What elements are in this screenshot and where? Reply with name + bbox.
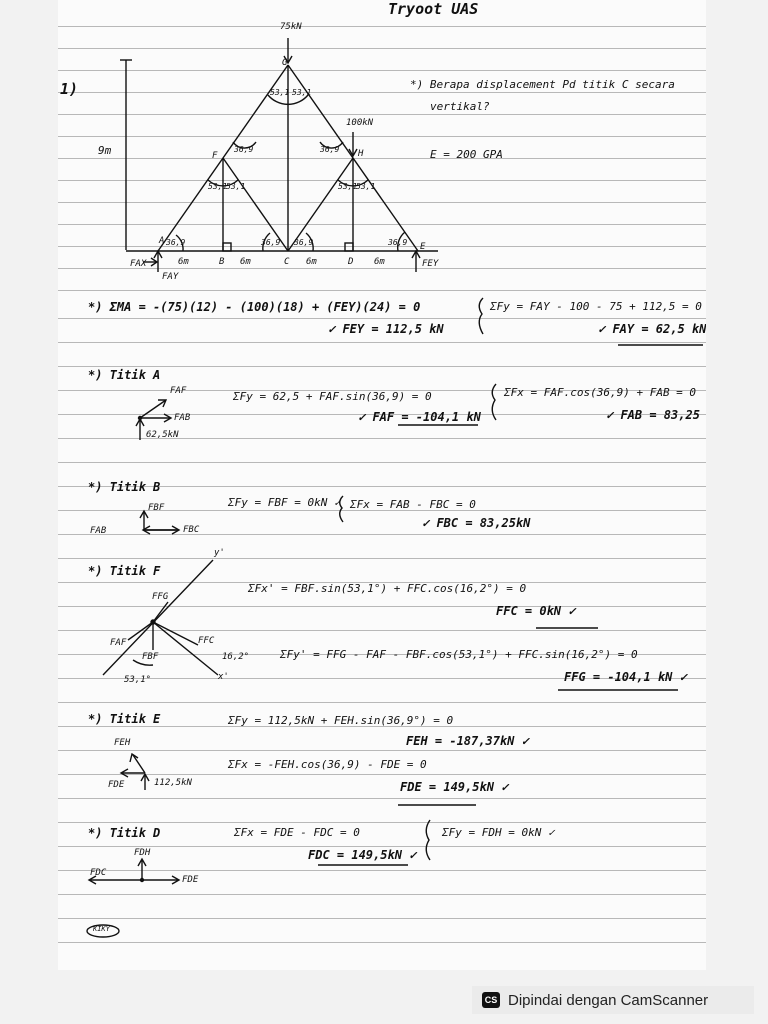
- span-ab-label: 6m: [178, 257, 189, 267]
- fbd-b-fab-label: FAB: [90, 526, 107, 536]
- brace-4: [426, 820, 430, 860]
- node-e-res2: FDE = 149,5kN ✓: [400, 780, 509, 794]
- node-d-res1: FDC = 149,5kN ✓: [308, 848, 417, 862]
- node-b-res2: ✓ FBC = 83,25kN: [422, 516, 531, 530]
- camscanner-text: Dipindai dengan CamScanner: [508, 991, 709, 1009]
- node-a-res2: ✓ FAB = 83,25: [606, 408, 700, 422]
- fbd-d-fdc-label: FDC: [90, 868, 107, 878]
- span-de-label: 6m: [374, 257, 385, 267]
- fbd-d-fdh-label: FDH: [134, 848, 151, 858]
- node-e-res1: FEH = -187,37kN ✓: [406, 734, 529, 748]
- fbd-f-faf: [128, 622, 153, 640]
- node-d-label: D: [348, 257, 354, 267]
- reaction-fay-label: FAY: [162, 272, 179, 282]
- load-g-label: 75kN: [280, 22, 302, 32]
- reaction-fey-label: FEY: [422, 259, 439, 269]
- node-a-eq1: ΣFy = 62,5 + FAF.sin(36,9) = 0: [233, 390, 432, 403]
- page-header: Tryoot UAS: [388, 0, 479, 18]
- angle-a-label: 36,9: [166, 238, 186, 247]
- scanned-page: [58, 0, 706, 970]
- fbd-f-ffg: [153, 602, 168, 622]
- node-d-eq2: ΣFy = FDH = 0kN ✓: [442, 826, 555, 839]
- fbd-f-ffc: [153, 622, 198, 645]
- fbd-b-fbf-label: FBF: [148, 503, 165, 513]
- sum-fy-equation: ΣFy = FAY - 100 - 75 + 112,5 = 0: [490, 300, 702, 313]
- node-h-label: H: [358, 149, 364, 159]
- fbd-e-fde-label: FDE: [108, 780, 125, 790]
- node-f-label: F: [212, 151, 218, 161]
- angle-h-top-label: 36,9: [320, 145, 340, 154]
- node-e-eq1: ΣFy = 112,5kN + FEH.sin(36,9°) = 0: [228, 714, 454, 727]
- span-bc-label: 6m: [240, 257, 251, 267]
- node-b-title: *) Titik B: [88, 480, 161, 494]
- angle-g-right-label: 53,1: [292, 88, 312, 97]
- brace-1: [479, 298, 483, 334]
- fbd-f-ffg-label: FFG: [152, 592, 169, 602]
- fey-result: ✓ FEY = 112,5 kN: [328, 322, 444, 336]
- node-a-res1: ✓ FAF = -104,1 kN: [358, 410, 481, 424]
- angle-f-left-label: 53,1: [208, 182, 228, 191]
- node-f-res2: FFG = -104,1 kN ✓: [564, 670, 687, 684]
- fbd-a-load-label: 62,5kN: [146, 430, 179, 440]
- modulus-value: E = 200 GPA: [430, 148, 503, 161]
- node-e-eq2: ΣFx = -FEH.cos(36,9) - FDE = 0: [228, 758, 427, 771]
- node-a-title: *) Titik A: [88, 368, 161, 382]
- question-line-1: *) Berapa displacement Pd titik C secara: [410, 78, 675, 91]
- fbd-f-xp-label: x': [218, 672, 229, 682]
- stamp-text: KIKY: [93, 925, 110, 933]
- node-e-title: *) Titik E: [88, 712, 161, 726]
- node-f-title: *) Titik F: [88, 564, 161, 578]
- fbd-f-angle2-label: 53,1°: [124, 675, 152, 685]
- fbd-a-fab-label: FAB: [174, 413, 191, 423]
- fbd-f-fbf-label: FBF: [142, 652, 159, 662]
- reaction-fax-label: FAX: [130, 259, 147, 269]
- brace-2: [492, 384, 496, 420]
- node-f-eq1: ΣFx' = FBF.sin(53,1°) + FFC.cos(16,2°) = 0: [248, 582, 527, 595]
- right-angle-b: [223, 243, 231, 251]
- fbd-f-ffc-label: FFC: [198, 636, 215, 646]
- node-g-label: G: [282, 58, 288, 68]
- camscanner-watermark: [472, 986, 754, 1014]
- fbd-e-load-label: 112,5kN: [154, 778, 192, 788]
- moment-equation: *) ΣMA = -(75)(12) - (100)(18) + (FEY)(24) = 0: [88, 300, 421, 314]
- angle-g-left-label: 53,1: [270, 88, 290, 97]
- node-d-title: *) Titik D: [88, 826, 161, 840]
- load-h-label: 100kN: [346, 118, 374, 128]
- fbd-f-yp-label: y': [214, 548, 225, 558]
- angle-c-left-label: 36,9: [261, 238, 281, 247]
- angle-f-right-label: 53,1: [226, 182, 246, 191]
- question-line-2: vertikal?: [430, 100, 490, 113]
- angle-h-left-label: 53,1: [338, 182, 358, 191]
- fbd-a-faf: [140, 400, 166, 418]
- fbd-f-angle1-label: 16,2°: [222, 652, 250, 662]
- angle-e-label: 36,9: [388, 238, 408, 247]
- node-f-res1: FFC = 0kN ✓: [496, 604, 576, 618]
- node-a-label: A: [159, 236, 165, 246]
- fbd-f-faf-label: FAF: [110, 638, 127, 648]
- height-label: 9m: [98, 144, 112, 157]
- angle-h-right-label: 53,1: [356, 182, 376, 191]
- problem-number: 1): [60, 80, 79, 98]
- fbd-d-fde-label: FDE: [182, 875, 199, 885]
- node-e-label: E: [420, 242, 426, 252]
- angle-c-right-label: 36,9: [294, 238, 314, 247]
- fay-result: ✓ FAY = 62,5 kN: [598, 322, 706, 336]
- node-b-eq1: ΣFy = FBF = 0kN ✓: [228, 496, 341, 509]
- fbd-a-faf-label: FAF: [170, 386, 187, 396]
- fbd-e-feh-label: FEH: [114, 738, 131, 748]
- node-b-label: B: [219, 257, 225, 267]
- node-a-eq2: ΣFx = FAF.cos(36,9) + FAB = 0: [504, 386, 697, 399]
- fbd-b-fbc-label: FBC: [183, 525, 200, 535]
- node-d-eq1: ΣFx = FDE - FDC = 0: [234, 826, 360, 839]
- angle-f-top-label: 36,9: [234, 145, 254, 154]
- fbd-e-feh: [133, 755, 145, 773]
- right-angle-d: [345, 243, 353, 251]
- node-c-label: C: [284, 257, 290, 267]
- fbd-f-axis-x: [153, 622, 218, 675]
- span-cd-label: 6m: [306, 257, 317, 267]
- node-b-eq2: ΣFx = FAB - FBC = 0: [350, 498, 476, 511]
- camscanner-icon: CS: [482, 992, 500, 1008]
- node-f-eq2: ΣFy' = FFG - FAF - FBF.cos(53,1°) + FFC.sin(16,2°) = 0: [280, 648, 638, 661]
